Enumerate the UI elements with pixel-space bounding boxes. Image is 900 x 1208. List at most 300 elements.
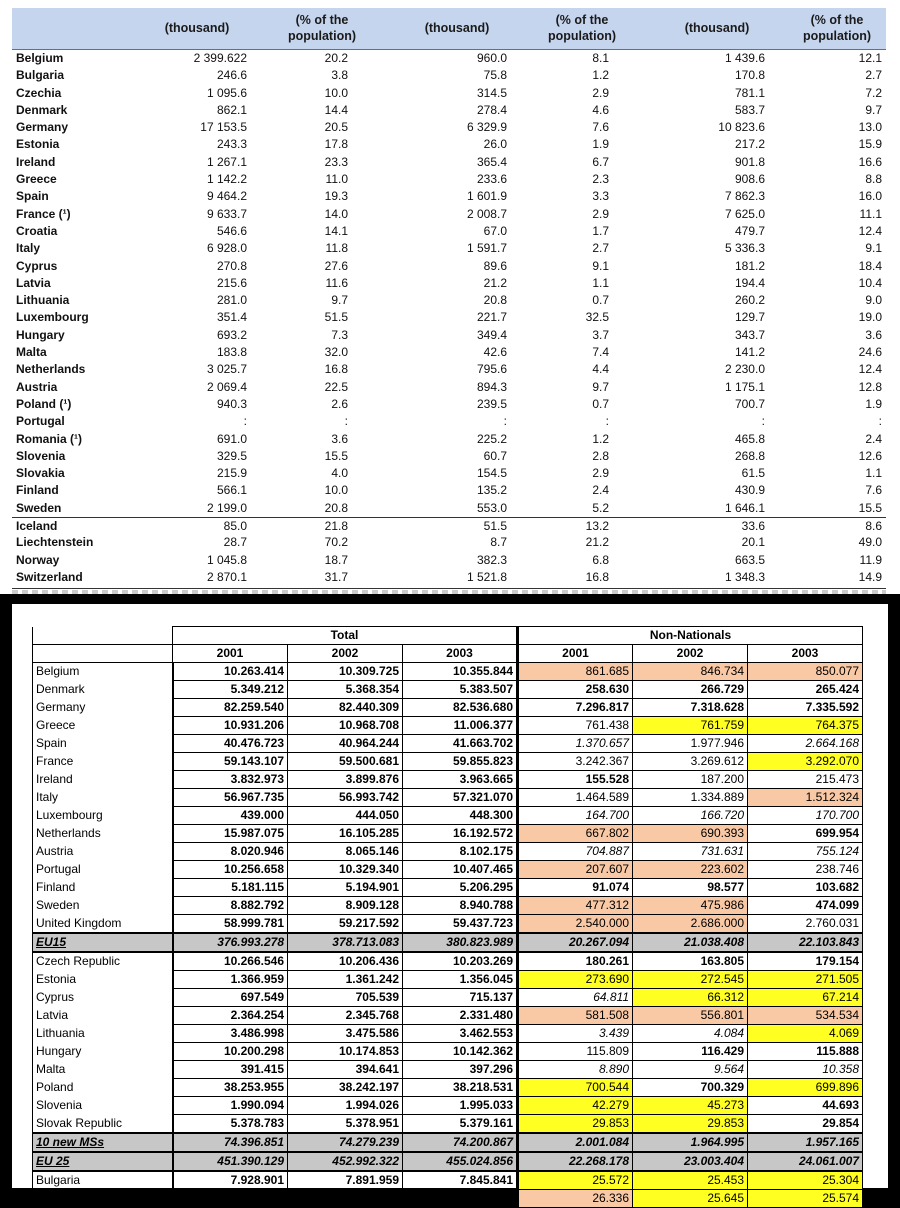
value-cell: 10.4 (858, 275, 882, 290)
year-header: 2003 (748, 645, 863, 663)
country-name: Greece (33, 717, 173, 735)
value-cell: 0.7 (592, 396, 609, 411)
country-name: Estonia (33, 971, 173, 989)
value-cell: 183.8 (216, 345, 247, 360)
country-name: Sweden (16, 500, 62, 515)
non-nationals-value: 179.154 (748, 952, 863, 971)
year-header: 2002 (288, 645, 403, 663)
top-table-row (12, 309, 886, 326)
top-table-row (12, 171, 886, 188)
value-cell: 0.7 (592, 293, 609, 308)
value-cell: 233.6 (476, 172, 507, 187)
value-cell: : (503, 414, 507, 429)
total-value: 15.987.075 (173, 825, 288, 843)
value-cell: 343.7 (734, 327, 765, 342)
value-cell: 1 601.9 (466, 189, 507, 204)
top-table-row (12, 396, 886, 413)
value-cell: 2.7 (592, 241, 609, 256)
non-nationals-value: 29.853 (518, 1115, 633, 1134)
value-cell: 239.5 (476, 396, 507, 411)
table-row (33, 952, 863, 971)
total-value: 56.967.735 (173, 789, 288, 807)
country-name: Czech Republic (33, 952, 173, 971)
country-name: Ireland (33, 771, 173, 789)
top-table-row (12, 67, 886, 84)
non-nationals-value: 1.512.324 (748, 789, 863, 807)
non-nationals-value: 272.545 (633, 971, 748, 989)
non-nationals-value: 164.700 (518, 807, 633, 825)
header-col-5: (thousand) (684, 21, 750, 36)
non-nationals-value: 45.273 (633, 1097, 748, 1115)
value-cell: 16.8 (324, 362, 348, 377)
total-value: 10.174.853 (288, 1043, 403, 1061)
value-cell: 20.8 (483, 293, 507, 308)
value-cell: 14.0 (324, 206, 348, 221)
value-cell: : (878, 414, 882, 429)
value-cell: 20.8 (324, 500, 348, 515)
total-value: 3.832.973 (173, 771, 288, 789)
aggregate-row (33, 1152, 863, 1171)
non-nationals-value: 115.809 (518, 1043, 633, 1061)
country-name: Italy (33, 789, 173, 807)
total-value: 8.102.175 (403, 843, 518, 861)
total-value: 38.253.955 (173, 1079, 288, 1097)
country-name: Poland (¹) (16, 396, 72, 411)
total-value: 455.024.856 (403, 1152, 518, 1171)
country-name: Malta (16, 345, 47, 360)
total-value: 2.331.480 (403, 1007, 518, 1025)
total-value: 10.263.414 (173, 663, 288, 681)
value-cell: 2 870.1 (206, 569, 247, 584)
value-cell: 2 069.4 (206, 379, 247, 394)
value-cell: 1 591.7 (466, 241, 507, 256)
top-table-row (12, 552, 886, 569)
country-name: Slovenia (33, 1097, 173, 1115)
total-value: 40.476.723 (173, 735, 288, 753)
non-nationals-value: 42.279 (518, 1097, 633, 1115)
total-value: 74.279.239 (288, 1133, 403, 1152)
value-cell: 9.0 (865, 293, 882, 308)
country-name: Luxembourg (16, 310, 89, 325)
value-cell: 15.5 (858, 500, 882, 515)
value-cell: 553.0 (476, 500, 507, 515)
non-nationals-value: 67.214 (748, 989, 863, 1007)
year-header-row (33, 645, 863, 663)
value-cell: 9.7 (592, 379, 609, 394)
value-cell: 2.6 (331, 396, 348, 411)
non-nationals-value: 163.805 (633, 952, 748, 971)
top-table-header (12, 8, 886, 50)
country-name: Netherlands (16, 362, 86, 377)
value-cell: 3.6 (331, 431, 348, 446)
value-cell: 430.9 (734, 483, 765, 498)
value-cell: 17.8 (324, 137, 348, 152)
total-value: 7.845.841 (403, 1171, 518, 1190)
country-name: EU 25 (33, 1152, 173, 1171)
value-cell: 154.5 (476, 466, 507, 481)
non-nationals-value: 475.986 (633, 897, 748, 915)
year-header: 2001 (518, 645, 633, 663)
value-cell: 3.7 (592, 327, 609, 342)
country-name: Hungary (33, 1043, 173, 1061)
top-table-row (12, 50, 886, 67)
country-name: Hungary (16, 327, 65, 342)
table-row (33, 825, 863, 843)
value-cell: 9 633.7 (206, 206, 247, 221)
value-cell: 22.5 (324, 379, 348, 394)
total-value: 40.964.244 (288, 735, 403, 753)
value-cell: 5 336.3 (724, 241, 765, 256)
total-value: 3.475.586 (288, 1025, 403, 1043)
non-nationals-value: 25.304 (748, 1171, 863, 1190)
total-value: 7.928.901 (173, 1171, 288, 1190)
country-name: EU15 (33, 933, 173, 952)
top-table-row (12, 292, 886, 309)
value-cell: 11.0 (325, 172, 348, 187)
value-cell: 6.8 (592, 552, 609, 567)
top-table-row (12, 85, 886, 102)
value-cell: 16.8 (585, 569, 609, 584)
value-cell: 7.6 (592, 120, 609, 135)
value-cell: 19.0 (858, 310, 882, 325)
country-name: Greece (16, 172, 57, 187)
non-nationals-value: 1.977.946 (633, 735, 748, 753)
value-cell: : (605, 414, 609, 429)
value-cell: 691.0 (216, 431, 247, 446)
value-cell: 8.7 (490, 535, 507, 550)
table-row (33, 915, 863, 934)
value-cell: 5.2 (592, 500, 609, 515)
country-name: Cyprus (16, 258, 58, 273)
value-cell: 12.1 (858, 51, 882, 65)
bottom-table-body (33, 663, 863, 1208)
country-name: Liechtenstein (16, 535, 94, 550)
total-value: 10.266.546 (173, 952, 288, 971)
value-cell: 51.5 (483, 519, 507, 534)
value-cell: 546.6 (216, 223, 247, 238)
aggregate-row (33, 933, 863, 952)
value-cell: 20.5 (324, 120, 348, 135)
non-nationals-value: 534.534 (748, 1007, 863, 1025)
top-table-row (12, 188, 886, 205)
total-value: 5.181.115 (173, 879, 288, 897)
value-cell: 3 025.7 (206, 362, 247, 377)
non-nationals-value: 25.574 (748, 1190, 863, 1208)
total-value: 56.993.742 (288, 789, 403, 807)
table-row (33, 1171, 863, 1190)
non-nationals-value: 850.077 (748, 663, 863, 681)
non-nationals-value: 155.528 (518, 771, 633, 789)
country-name: Sweden (33, 897, 173, 915)
value-cell: 14.1 (324, 223, 348, 238)
non-nationals-value: 266.729 (633, 681, 748, 699)
country-name: Finland (16, 483, 59, 498)
non-nationals-value: 581.508 (518, 1007, 633, 1025)
top-table-row (12, 136, 886, 153)
non-nationals-value: 25.453 (633, 1171, 748, 1190)
table-row (33, 753, 863, 771)
value-cell: 693.2 (216, 327, 247, 342)
total-value: 452.992.322 (288, 1152, 403, 1171)
value-cell: 1 348.3 (724, 569, 765, 584)
value-cell: 8.1 (592, 51, 609, 65)
top-table-row (12, 344, 886, 361)
country-name: Slovenia (16, 448, 66, 463)
value-cell: 15.9 (858, 137, 882, 152)
non-nationals-value: 8.890 (518, 1061, 633, 1079)
total-value: 10.142.362 (403, 1043, 518, 1061)
non-nationals-value: 556.801 (633, 1007, 748, 1025)
value-cell: 7.6 (865, 483, 882, 498)
non-nationals-value: 699.954 (748, 825, 863, 843)
value-cell: 243.3 (216, 137, 247, 152)
non-nationals-value: 116.429 (633, 1043, 748, 1061)
value-cell: 940.3 (216, 396, 247, 411)
total-value: 38.242.197 (288, 1079, 403, 1097)
total-value: 59.143.107 (173, 753, 288, 771)
total-value: 59.500.681 (288, 753, 403, 771)
value-cell: 17 153.5 (200, 120, 247, 135)
table-row (33, 663, 863, 681)
total-value: 82.259.540 (173, 699, 288, 717)
total-value: 3.462.553 (403, 1025, 518, 1043)
value-cell: 8.6 (865, 519, 882, 534)
top-table-body (12, 50, 886, 586)
total-value: 378.713.083 (288, 933, 403, 952)
year-header: 2002 (633, 645, 748, 663)
value-cell: 2.4 (865, 431, 882, 446)
non-nationals-value: 1.957.165 (748, 1133, 863, 1152)
value-cell: 6 928.0 (206, 241, 247, 256)
non-nationals-value: 180.261 (518, 952, 633, 971)
non-nationals-value: 166.720 (633, 807, 748, 825)
total-value: 21.772.774 (403, 1190, 518, 1208)
top-table-row (12, 534, 886, 551)
non-nationals-value: 207.607 (518, 861, 633, 879)
total-value: 59.217.592 (288, 915, 403, 934)
table-row (33, 1190, 863, 1208)
value-cell: 7 862.3 (724, 189, 765, 204)
value-cell: 281.0 (216, 293, 247, 308)
non-nationals-value: 1.964.995 (633, 1133, 748, 1152)
total-value: 394.641 (288, 1061, 403, 1079)
value-cell: 10.0 (324, 483, 348, 498)
non-nationals-value: 223.602 (633, 861, 748, 879)
country-name: Austria (16, 379, 58, 394)
total-value: 448.300 (403, 807, 518, 825)
non-nationals-value: 29.853 (633, 1115, 748, 1134)
value-cell: 215.9 (216, 466, 247, 481)
non-nationals-value: 7.335.592 (748, 699, 863, 717)
value-cell: : (761, 414, 765, 429)
group-header-row (33, 627, 863, 645)
value-cell: 260.2 (734, 293, 765, 308)
country-name: Denmark (16, 102, 68, 117)
non-nationals-value: 64.811 (518, 989, 633, 1007)
country-name: Iceland (16, 519, 58, 534)
value-cell: 32.5 (585, 310, 609, 325)
non-nationals-value: 25.645 (633, 1190, 748, 1208)
total-value: 59.855.823 (403, 753, 518, 771)
country-name: Lithuania (16, 293, 70, 308)
table-row (33, 1007, 863, 1025)
country-name: Netherlands (33, 825, 173, 843)
non-nationals-value: 91.074 (518, 879, 633, 897)
top-table-row (12, 569, 886, 586)
value-cell: 10.0 (324, 85, 348, 100)
country-name: Malta (33, 1061, 173, 1079)
value-cell: 908.6 (734, 172, 765, 187)
value-cell: 2.8 (592, 448, 609, 463)
value-cell: 2.3 (592, 172, 609, 187)
total-value: 5.368.354 (288, 681, 403, 699)
total-value: 10.206.436 (288, 952, 403, 971)
value-cell: 85.0 (223, 519, 247, 534)
country-name: Germany (16, 120, 69, 135)
total-value: 5.349.212 (173, 681, 288, 699)
total-value: 3.899.876 (288, 771, 403, 789)
total-value: 10.931.206 (173, 717, 288, 735)
cropped-footnote-line (12, 590, 886, 594)
country-name: Austria (33, 843, 173, 861)
value-cell: 270.8 (216, 258, 247, 273)
non-nationals-value: 29.854 (748, 1115, 863, 1134)
value-cell: 329.5 (216, 448, 247, 463)
total-value: 715.137 (403, 989, 518, 1007)
table-row (33, 1097, 863, 1115)
top-table-row (12, 119, 886, 136)
country-name: Belgium (16, 51, 64, 65)
non-nationals-value: 700.544 (518, 1079, 633, 1097)
total-value: 82.440.309 (288, 699, 403, 717)
total-value: 74.200.867 (403, 1133, 518, 1152)
value-cell: 217.2 (734, 137, 765, 152)
value-cell: 7 625.0 (724, 206, 765, 221)
total-value: 38.218.531 (403, 1079, 518, 1097)
value-cell: 49.0 (858, 535, 882, 550)
value-cell: : (243, 414, 247, 429)
value-cell: 194.4 (734, 275, 765, 290)
non-nationals-value: 764.375 (748, 717, 863, 735)
total-value: 21.833.483 (288, 1190, 403, 1208)
country-name: Ireland (16, 154, 56, 169)
value-cell: 1 142.2 (206, 172, 247, 187)
total-value: 11.006.377 (403, 717, 518, 735)
table-row (33, 789, 863, 807)
non-nationals-value: 273.690 (518, 971, 633, 989)
country-name: Latvia (33, 1007, 173, 1025)
value-cell: 894.3 (476, 379, 507, 394)
value-cell: 12.4 (858, 223, 882, 238)
total-value: 3.963.665 (403, 771, 518, 789)
value-cell: 2.9 (592, 466, 609, 481)
value-cell: 663.5 (734, 552, 765, 567)
value-cell: 10 823.6 (718, 120, 765, 135)
total-value: 1.366.959 (173, 971, 288, 989)
value-cell: 382.3 (476, 552, 507, 567)
non-nationals-value: 215.473 (748, 771, 863, 789)
table-row (33, 971, 863, 989)
value-cell: 3.8 (331, 68, 348, 83)
country-name: Slovakia (16, 466, 65, 481)
total-value: 376.993.278 (173, 933, 288, 952)
value-cell: 700.7 (734, 396, 765, 411)
value-cell: 1 175.1 (724, 379, 765, 394)
total-value: 8.020.946 (173, 843, 288, 861)
non-nationals-value: 10.358 (748, 1061, 863, 1079)
value-cell: 1.1 (592, 275, 609, 290)
non-nationals-value: 690.393 (633, 825, 748, 843)
value-cell: 31.7 (324, 569, 348, 584)
top-table-row (12, 482, 886, 499)
total-value: 22.430.457 (173, 1190, 288, 1208)
value-cell: 12.6 (858, 448, 882, 463)
non-nationals-value: 3.439 (518, 1025, 633, 1043)
non-nationals-value: 115.888 (748, 1043, 863, 1061)
country-name: France (¹) (16, 206, 71, 221)
total-value: 397.296 (403, 1061, 518, 1079)
non-nationals-value: 23.003.404 (633, 1152, 748, 1171)
top-table-row (12, 465, 886, 482)
country-name: Denmark (33, 681, 173, 699)
top-table-row (12, 154, 886, 171)
non-nationals-value: 7.318.628 (633, 699, 748, 717)
table-row (33, 861, 863, 879)
value-cell: 1 521.8 (466, 569, 507, 584)
non-nationals-value: 2.540.000 (518, 915, 633, 934)
table-row (33, 807, 863, 825)
bottom-population-table-panel (12, 604, 888, 1205)
country-name: Italy (16, 241, 41, 256)
value-cell: 18.4 (858, 258, 882, 273)
value-cell: 1.2 (592, 431, 609, 446)
non-nationals-value: 26.336 (518, 1190, 633, 1208)
country-name: Romania (¹) (16, 431, 82, 446)
total-value: 5.379.161 (403, 1115, 518, 1134)
value-cell: 13.0 (858, 120, 882, 135)
header-col-3: (thousand) (424, 21, 490, 36)
value-cell: 2.4 (592, 483, 609, 498)
value-cell: 60.7 (483, 448, 507, 463)
non-nationals-value: 22.103.843 (748, 933, 863, 952)
non-nationals-value: 265.424 (748, 681, 863, 699)
non-nationals-value: 704.887 (518, 843, 633, 861)
total-value: 5.378.783 (173, 1115, 288, 1134)
value-cell: 1 045.8 (206, 552, 247, 567)
value-cell: 960.0 (476, 51, 507, 65)
value-cell: 11.8 (325, 241, 348, 256)
value-cell: 1 267.1 (206, 154, 247, 169)
top-table-row (12, 327, 886, 344)
value-cell: 12.8 (858, 379, 882, 394)
table-row (33, 1025, 863, 1043)
value-cell: 1.1 (865, 466, 882, 481)
total-value: 2.345.768 (288, 1007, 403, 1025)
total-value: 59.437.723 (403, 915, 518, 934)
non-nationals-value: 170.700 (748, 807, 863, 825)
table-row (33, 1079, 863, 1097)
value-cell: 67.0 (483, 223, 507, 238)
total-value: 1.990.094 (173, 1097, 288, 1115)
value-cell: 9.1 (865, 241, 882, 256)
non-nationals-value: 22.268.178 (518, 1152, 633, 1171)
value-cell: 268.8 (734, 448, 765, 463)
value-cell: 24.6 (858, 345, 882, 360)
country-name: France (33, 753, 173, 771)
non-nationals-value: 258.630 (518, 681, 633, 699)
aggregate-row (33, 1133, 863, 1152)
total-value: 10.309.725 (288, 663, 403, 681)
